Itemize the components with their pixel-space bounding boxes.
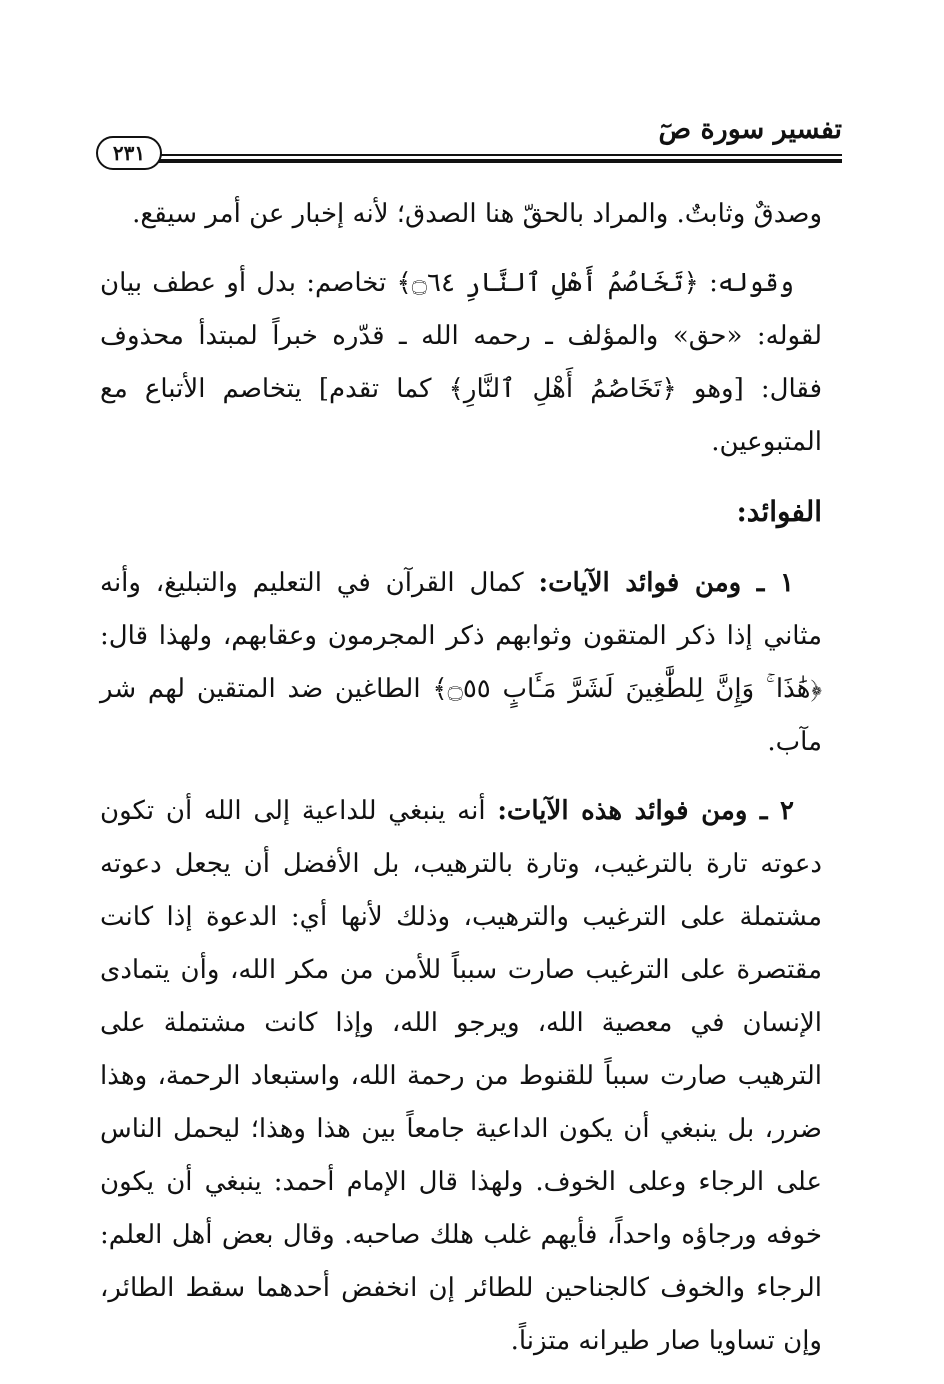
benefit-text: كمال القرآن في التعليم والتبليغ، وأنه مثاني إذا ذكر المتقون وثوابهم ذكر المجرمون وعقابهم، ولهذا قال: ﴿هَٰذَا ۚ وَإِنَّ لِلطَّٰغِينَ لَشَرَّ مَـَٔابٍ ۝٥٥﴾ الطاغين ضد المتقين لهم شر مآب. <box>100 568 822 757</box>
benefit-item <box>100 557 822 769</box>
header-rule-thick <box>156 159 842 163</box>
paragraph-intro: وصدقٌ وثابتٌ. والمراد بالحقّ هنا الصدق؛ لأنه إخبار عن أمر سيقع. <box>132 199 822 229</box>
benefit-lead: ١ ـ ومن فوائد الآيات: <box>538 568 794 598</box>
page-body <box>100 188 822 1384</box>
page-number-badge: ٢٣١ <box>96 136 162 170</box>
benefit-item <box>100 785 822 1368</box>
section-heading: الفوائد: <box>736 495 822 528</box>
paragraph-commentary: وقوله: ﴿تَخَاصُمُ أَهْلِ ٱلنَّارِ ۝٦٤﴾ تخاصم: بدل أو عطف بيان لقوله: «حق» والمؤلف ـ رحمه الله ـ قدّره خبراً لمبتدأ محذوف فقال: [وهو ﴿تَخَاصُمُ أَهْلِ ٱلنَّارِ﴾ كما تقدم] يتخاصم الأتباع مع المتبوعين. <box>100 268 822 457</box>
running-title: تفسير سورة صٓ <box>658 114 842 145</box>
page-header <box>96 110 842 170</box>
benefit-lead: ٢ ـ ومن فوائد هذه الآيات: <box>497 796 794 826</box>
benefit-text: أنه ينبغي للداعية إلى الله أن تكون دعوته تارة بالترغيب، وتارة بالترهيب، بل الأفضل أن يجعل دعوته مشتملة على الترغيب والترهيب، وذلك لأنها أي: الدعوة إذا كانت مقتصرة على الترغيب صارت سبباً للأمن من مكر الله، وأن يتمادى الإنسان في معصية الله، ويرجو الله، وإذا كانت مشتملة على الترهيب صارت سبباً للقنوط من رحمة الله، واستبعاد الرحمة، وهذا ضرر، بل ينبغي أن يكون الداعية جامعاً بين هذا وهذا؛ ليحمل الناس على الرجاء وعلى الخوف. ولهذا قال الإمام أحمد: ينبغي أن يكون خوفه ورجاؤه واحداً، فأيهم غلب هلك صاحبه. وقال بعض أهل العلم: الرجاء والخوف كالجناحين للطائر إن انخفض أحدهما سقط الطائر، وإن تساويا صار طيرانه متزناً. <box>100 796 822 1356</box>
header-rule <box>156 154 842 156</box>
